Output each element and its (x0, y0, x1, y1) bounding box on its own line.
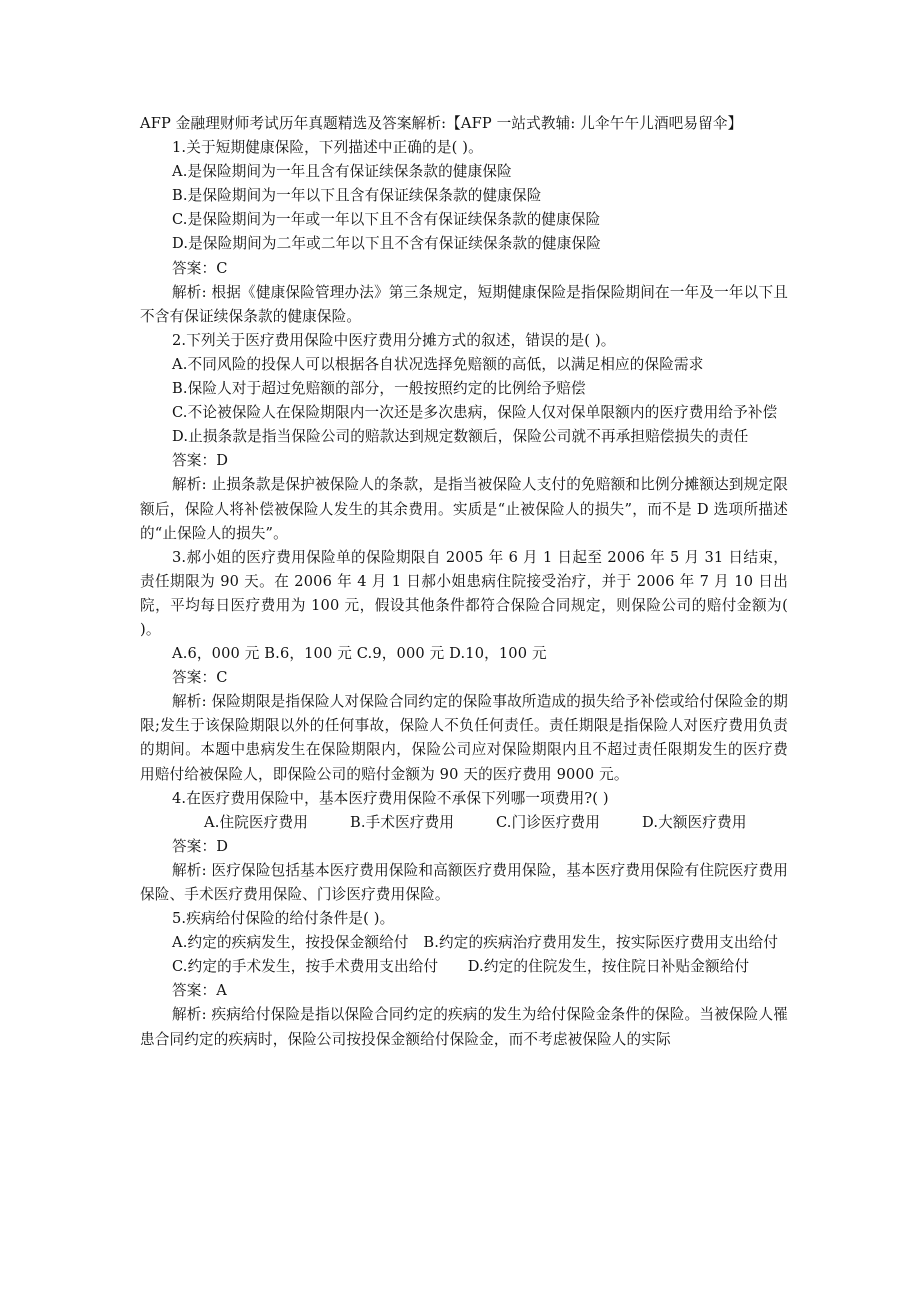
question-5-options-ab: A.约定的疾病发生，按投保金额给付 B.约定的疾病治疗费用发生，按实际医疗费用支出给付 (172, 934, 779, 952)
question-4: 4.在医疗费用保险中，基本医疗费用保险不承保下列哪一项费用?( ) (172, 789, 609, 807)
question-4-option-c: C.门诊医疗费用 (496, 813, 601, 831)
question-2-option-d: D.止损条款是指当保险公司的赔款达到规定数额后，保险公司就不再承担赔偿损失的责任 (172, 428, 749, 446)
question-1-option-a: A.是保险期间为一年且含有保证续保条款的健康保险 (172, 163, 512, 181)
question-1-option-d: D.是保险期间为二年或二年以下且不含有保证续保条款的健康保险 (172, 235, 601, 253)
document-page (140, 112, 788, 1052)
question-5: 5.疾病给付保险的给付条件是( )。 (172, 910, 395, 928)
document-title: AFP 金融理财师考试历年真题精选及答案解析:【AFP 一站式教辅: 儿伞午午儿酒吧易留伞】 (140, 115, 743, 132)
question-5-analysis: 解析: 疾病给付保险是指以保险合同约定的疾病的发生为给付保险金条件的保险。当被保险人罹患合同约定的疾病时，保险公司按投保金额给付保险金，而不考虑被保险人的实际 (140, 1006, 788, 1048)
question-4-option-b: B.手术医疗费用 (350, 813, 455, 831)
question-2-answer: 答案：D (172, 452, 229, 470)
question-2: 2.下列关于医疗费用保险中医疗费用分摊方式的叙述，错误的是( )。 (172, 331, 616, 349)
question-4-option-d: D.大额医疗费用 (642, 813, 747, 831)
question-1: 1.关于短期健康保险，下列描述中正确的是( )。 (172, 139, 483, 157)
question-4-option-a: A.住院医疗费用 (204, 813, 308, 831)
question-4-options (140, 811, 788, 835)
question-4-answer: 答案：D (172, 837, 229, 855)
question-5-answer: 答案：A (172, 982, 227, 1000)
question-2-option-a: A.不同风险的投保人可以根据各自状况选择免赔额的高低，以满足相应的保险需求 (172, 355, 704, 373)
question-1-analysis: 解析: 根据《健康保险管理办法》第三条规定，短期健康保险是指保险期间在一年及一年以下且不含有保证续保条款的健康保险。 (140, 283, 788, 325)
question-3-analysis: 解析: 保险期限是指保险人对保险合同约定的保险事故所造成的损失给予补偿或给付保险金的期限;发生于该保险期限以外的任何事故，保险人不负任何责任。责任期限是指保险人对医疗费用负责的期间。本题中患病发生在保险期限内，保险公司应对保险期限内且不超过责任限期发生的医疗费用赔付给被保险人，即保险公司的赔付金额为 90 天的医疗费用 9000 元。 (140, 693, 788, 783)
question-1-option-c: C.是保险期间为一年或一年以下且不含有保证续保条款的健康保险 (172, 211, 601, 229)
question-1-option-b: B.是保险期间为一年以下且含有保证续保条款的健康保险 (172, 187, 542, 205)
question-4-analysis: 解析: 医疗保险包括基本医疗费用保险和高额医疗费用保险，基本医疗费用保险有住院医疗费用保险、手术医疗费用保险、门诊医疗费用保险。 (140, 861, 788, 903)
question-3-answer: 答案：C (172, 669, 228, 687)
question-3: 3.郝小姐的医疗费用保险单的保险期限自 2005 年 6 月 1 日起至 2006 年 5 月 31 日结束，责任期限为 90 天。在 2006 年 4 月 1 日郝小姐患病住院接受治疗，并于 2006 年 7 月 10 日出院，平均每日医疗费用为 100 元，假设其他条件都符合保险合同规定，则保险公司的赔付金额为( )。 (140, 548, 788, 638)
question-1-answer: 答案：C (172, 259, 228, 277)
question-2-option-c: C.不论被保险人在保险期限内一次还是多次患病，保险人仅对保单限额内的医疗费用给予补偿 (172, 404, 778, 422)
question-2-option-b: B.保险人对于超过免赔额的部分，一般按照约定的比例给予赔偿 (172, 380, 586, 398)
question-5-options-cd: C.约定的手术发生，按手术费用支出给付 D.约定的住院发生，按住院日补贴金额给付 (172, 958, 750, 976)
question-3-options: A.6，000 元 B.6，100 元 C.9，000 元 D.10，100 元 (172, 645, 547, 663)
question-2-analysis: 解析: 止损条款是保护被保险人的条款，是指当被保险人支付的免赔额和比例分摊额达到规定限额后，保险人将补偿被保险人发生的其余费用。实质是“止被保险人的损失”，而不是 D 选项所描述的“止保险人的损失”。 (140, 476, 788, 542)
